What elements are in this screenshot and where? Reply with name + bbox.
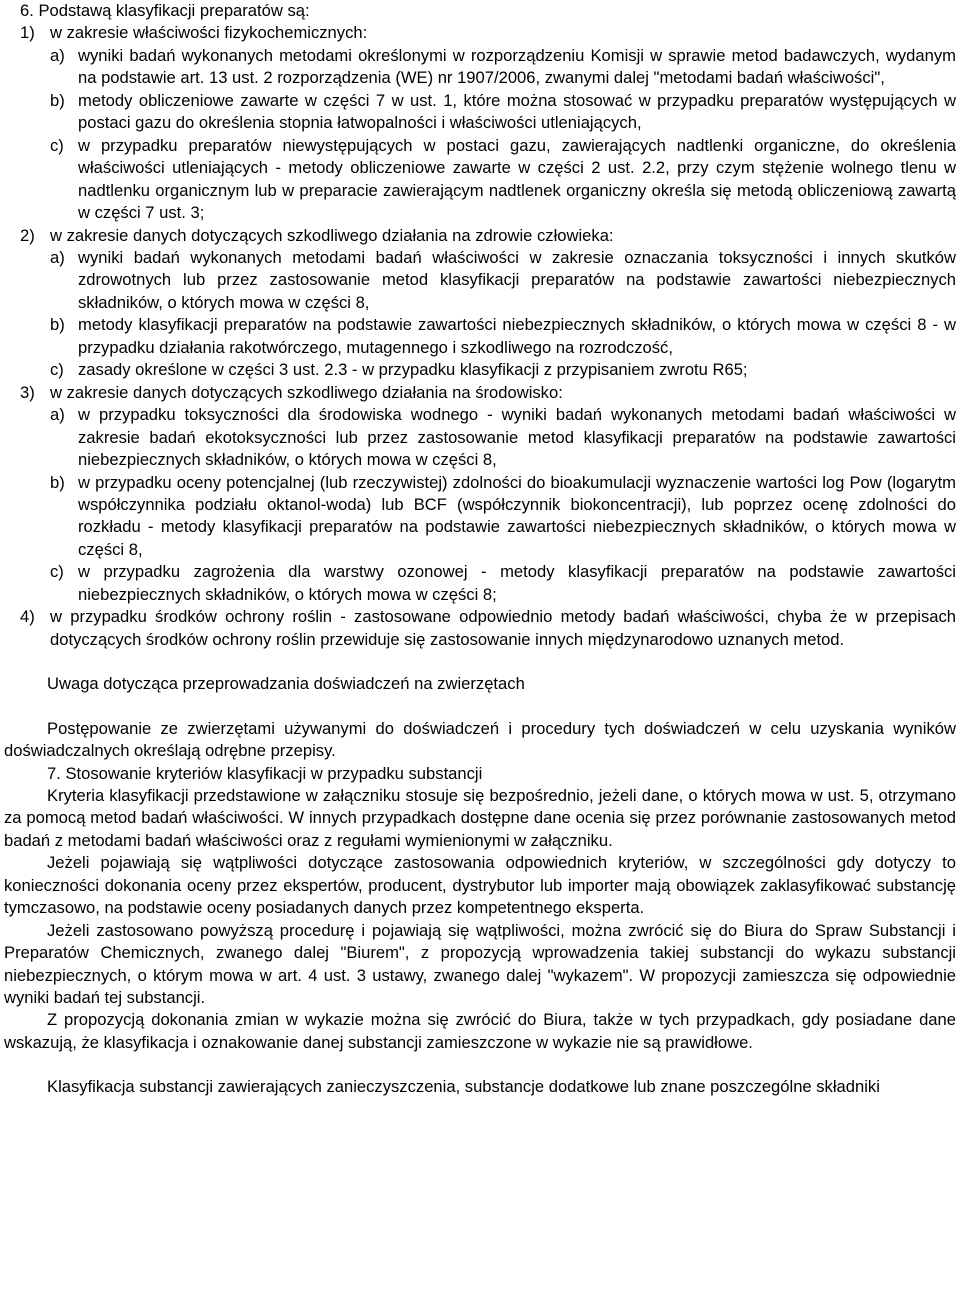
sub-item bbox=[50, 45, 956, 90]
sub-item-label: b) bbox=[50, 472, 65, 492]
sub-item-label: a) bbox=[50, 405, 65, 425]
animal-note-paragraph: Postępowanie ze zwierzętami używanymi do doświadczeń i procedury tych doświadczeń w celu uzyskania wyników doświadczalnych określają odrębne przepisy. bbox=[4, 718, 956, 761]
sub-item-label: a) bbox=[50, 45, 65, 65]
sub-item bbox=[50, 314, 956, 359]
sub-item-text: wyniki badań wykonanych metodami określonymi w rozporządzeniu Komisji w sprawie metod badawczych, wydanym na podstawie art. 13 ust. 2 rozporządzenia (WE) nr 1907/2006, zwanymi dalej "metodami badań właściwości", bbox=[78, 45, 956, 88]
section-7-title: 7. Stosowanie kryteriów klasyfikacji w przypadku substancji bbox=[47, 763, 483, 783]
sub-item bbox=[50, 90, 956, 135]
item-text: w zakresie danych dotyczących szkodliwego działania na zdrowie człowieka: bbox=[50, 225, 614, 245]
closing-heading: Klasyfikacja substancji zawierających zanieczyszczenia, substancje dodatkowe lub znane poszczególne składniki bbox=[47, 1077, 880, 1097]
item-text: w zakresie właściwości fizykochemicznych: bbox=[50, 23, 368, 43]
sub-item-label: a) bbox=[50, 247, 65, 267]
item-number: 2) bbox=[20, 225, 35, 245]
sub-item bbox=[50, 135, 956, 225]
sub-item-text: w przypadku zagrożenia dla warstwy ozonowej - metody klasyfikacji preparatów na podstawie zawartości niebezpiecznych składników, o których mowa w części 8; bbox=[78, 562, 956, 604]
sub-item-text: w przypadku oceny potencjalnej (lub rzeczywistej) zdolności do bioakumulacji wyznaczenie wartości log Pow (logarytm współczynnika podziału oktanol-woda) lub BCF (współczynnik biokoncentracji), lub poprzez ocenę zdolności do rozkładu - metody klasyfikacji preparatów na podstawie zawartości niebezpiecznych składników, o których mowa w części 8, bbox=[78, 472, 956, 559]
item-number: 3) bbox=[20, 382, 35, 402]
item-text: w zakresie danych dotyczących szkodliwego działania na środowisko: bbox=[50, 382, 563, 402]
section-6-title: 6. Podstawą klasyfikacji preparatów są: bbox=[20, 1, 310, 20]
section-7-paragraph: Jeżeli pojawiają się wątpliwości dotyczące zastosowania odpowiednich kryteriów, w szczególności gdy dotyczy to konieczności dokonania oceny przez ekspertów, producent, dystrybutor lub importer mają obowiązek zaklasyfikować substancję tymczasowo, na podstawie oceny posiadanych danych przez kompetentnego eksperta. bbox=[4, 853, 956, 918]
sub-item-text: metody obliczeniowe zawarte w części 7 w ust. 1, które można stosować w przypadku preparatów występujących w postaci gazu do określenia stopnia łatwopalności i właściwości utleniających, bbox=[78, 90, 956, 133]
sub-item-text: zasady określone w części 3 ust. 2.3 - w przypadku klasyfikacji z przypisaniem zwrotu R65; bbox=[78, 360, 748, 380]
list-item bbox=[4, 606, 956, 651]
item-number: 4) bbox=[20, 607, 35, 627]
item-number: 1) bbox=[20, 23, 35, 43]
sub-item bbox=[50, 359, 956, 381]
list-item bbox=[4, 382, 956, 404]
sub-item bbox=[50, 247, 956, 314]
sub-item bbox=[50, 561, 956, 606]
sub-item-label: c) bbox=[50, 135, 64, 155]
sub-item bbox=[50, 472, 956, 562]
sub-item-text: wyniki badań wykonanych metodami badań właściwości w zakresie oznaczania toksyczności i innych skutków zdrowotnych lub przez zastosowanie metod klasyfikacji preparatów na podstawie zawartości niebezpiecznych składników, o których mowa w części 8, bbox=[78, 247, 956, 312]
sub-item-text: metody klasyfikacji preparatów na podstawie zawartości niebezpiecznych składników, o których mowa w części 8 - w przypadku działania rakotwórczego, mutagennego i szkodliwego na rozrodczość, bbox=[78, 315, 956, 357]
sub-item-label: c) bbox=[50, 360, 64, 380]
sub-item-text: w przypadku toksyczności dla środowiska wodnego - wyniki badań wykonanych metodami badań właściwości w zakresie badań ekotoksyczności lub przez zastosowanie metod klasyfikacji preparatów na podstawie zawartości niebezpiecznych składników, o których mowa w części 8, bbox=[78, 405, 956, 470]
sub-item bbox=[50, 404, 956, 471]
sub-item-label: b) bbox=[50, 315, 65, 335]
sub-item-label: b) bbox=[50, 90, 65, 110]
list-item bbox=[4, 22, 956, 44]
section-7-paragraph: Kryteria klasyfikacji przedstawione w załączniku stosuje się bezpośrednio, jeżeli dane, o których mowa w ust. 5, otrzymano za pomocą metod badań właściwości. W innych przypadkach dostępne dane ocenia się przez porównanie zastosowanych metod badań z metodami badań właściwości oraz z regułami wymienionymi w załączniku. bbox=[4, 785, 956, 850]
sub-item-label: c) bbox=[50, 562, 64, 582]
item-text: w przypadku środków ochrony roślin - zastosowane odpowiednio metody badań właściwości, chyba że w przepisach dotyczących środków ochrony roślin przewiduje się zastosowanie innych międzynarodowo uznanych metod. bbox=[50, 607, 956, 649]
sub-item-text: w przypadku preparatów niewystępujących w postaci gazu, zawierających nadtlenki organiczne, do określenia właściwości utleniających - metody obliczeniowe zawarte w części 2 ust. 2.2, przy czym stężenie wolnego tlenu w nadtlenku organicznym lub w preparacie zawierającym nadtlenek organiczny określa się metodą obliczeniową zawartą w części 7 ust. 3; bbox=[78, 135, 956, 223]
list-item bbox=[4, 225, 956, 247]
section-7-paragraph: Jeżeli zastosowano powyższą procedurę i pojawiają się wątpliwości, można zwrócić się do Biura do Spraw Substancji i Preparatów Chemicznych, zwanego dalej "Biurem", z propozycją wprowadzenia takiej substancji do wykazu substancji niebezpiecznych, o którym mowa w art. 4 ust. 3 ustawy, zwanego dalej "wykazem". W propozycji zamieszcza się odpowiednie wyniki badań tej substancji. bbox=[4, 920, 956, 1008]
animal-note-heading: Uwaga dotycząca przeprowadzania doświadczeń na zwierzętach bbox=[47, 674, 525, 694]
section-7-paragraph: Z propozycją dokonania zmian w wykazie można się zwrócić do Biura, także w tych przypadkach, gdy posiadane dane wskazują, że klasyfikacja i oznakowanie danej substancji zamieszczone w wykazie nie są prawidłowe. bbox=[4, 1010, 956, 1052]
